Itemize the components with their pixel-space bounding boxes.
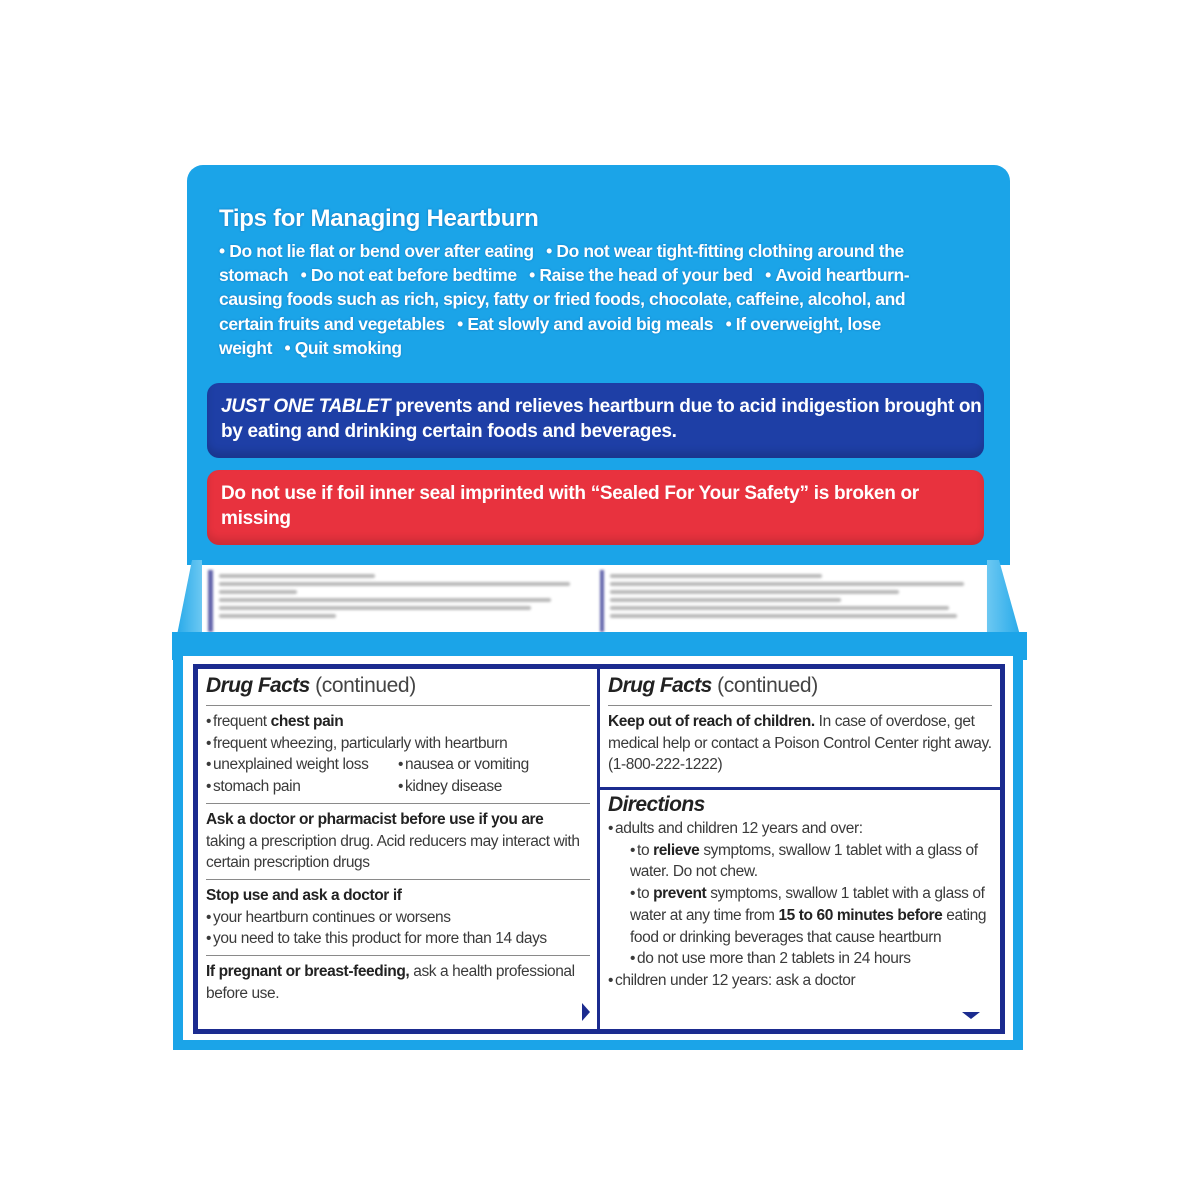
drug-facts-heading bbox=[206, 673, 590, 699]
banner-text: prevents and relieves heartburn due to acid indigestion brought on by eating and drinking certain foods and beverages. bbox=[221, 396, 982, 442]
drug-facts-left-panel bbox=[193, 664, 601, 1034]
symptoms-list bbox=[206, 706, 590, 803]
directions-children: • children under 12 years: ask a doctor bbox=[608, 970, 992, 992]
drug-facts-continued: (continued) bbox=[315, 674, 416, 697]
tip-item: • Quit smoking bbox=[284, 338, 401, 358]
symptom-row bbox=[206, 776, 590, 798]
keep-out-text: In case of overdose, get medical help or contact a Poison Control Center right away. (1-800-222-1222) bbox=[608, 713, 992, 774]
symptom-item: • unexplained weight loss bbox=[206, 754, 398, 776]
directions-title: Directions bbox=[608, 793, 705, 816]
pregnancy-text: ask a health professional before use. bbox=[206, 963, 575, 1002]
symptom-item: • frequent wheezing, particularly with heartburn bbox=[206, 733, 590, 755]
stop-use-item: • you need to take this product for more than 14 days bbox=[206, 928, 590, 950]
seal-warning-text: Do not use if foil inner seal imprinted with “Sealed For Your Safety” is broken or missing bbox=[221, 483, 919, 529]
blurred-label-left bbox=[208, 570, 603, 632]
directions-prevent: • to prevent symptoms, swallow 1 tablet with a glass of water at any time from 15 to 60 minutes before eating food or drinking beverages that cause heartburn bbox=[608, 883, 992, 948]
seal-warning-banner bbox=[207, 470, 984, 545]
tip-item: • Raise the head of your bed bbox=[529, 265, 752, 285]
tip-item: • Do not lie flat or bend over after eating bbox=[219, 241, 534, 261]
continue-arrow-right-icon bbox=[582, 1003, 590, 1021]
directions-panel bbox=[597, 787, 1005, 1034]
tips-section bbox=[219, 205, 919, 360]
right-panel-content bbox=[608, 669, 992, 781]
drug-facts-title: Drug Facts bbox=[608, 674, 712, 697]
package-top-flap bbox=[187, 165, 1010, 565]
front-panel-inner bbox=[183, 656, 1013, 1040]
tip-item: • Avoid heartburn-causing foods such as rich, spicy, fatty or fried foods, chocolate, caffeine, alcohol, and certain fruits and vegetables bbox=[219, 265, 909, 333]
ask-doctor-section bbox=[206, 804, 590, 879]
directions-content bbox=[608, 790, 992, 992]
blurred-label-right bbox=[600, 570, 994, 632]
stop-use-item: • your heartburn continues or worsens bbox=[206, 907, 590, 929]
directions-heading bbox=[608, 792, 992, 818]
tip-item: • Do not wear tight-fitting clothing around the stomach bbox=[219, 241, 904, 285]
tips-title: Tips for Managing Heartburn bbox=[219, 205, 539, 232]
ask-doctor-text: taking a prescription drug. Acid reducers may interact with certain prescription drugs bbox=[206, 832, 580, 872]
package-tray-reflection bbox=[172, 560, 1027, 660]
keep-out-section bbox=[608, 706, 992, 781]
pregnancy-heading: If pregnant or breast-feeding, bbox=[206, 963, 410, 981]
directions-limit: • do not use more than 2 tablets in 24 hours bbox=[608, 948, 992, 970]
drug-facts-continued: (continued) bbox=[717, 674, 818, 697]
drug-facts-heading bbox=[608, 673, 992, 699]
continue-arrow-down-icon bbox=[962, 1012, 980, 1019]
tip-item: • Do not eat before bedtime bbox=[301, 265, 517, 285]
symptom-item: • frequent chest pain bbox=[206, 711, 590, 733]
just-one-tablet-banner bbox=[207, 383, 984, 458]
banner-emphasis: JUST ONE TABLET bbox=[221, 396, 391, 417]
symptom-row bbox=[206, 754, 590, 776]
stop-use-heading: Stop use and ask a doctor if bbox=[206, 886, 402, 904]
directions-relieve: • to relieve symptoms, swallow 1 tablet with a glass of water. Do not chew. bbox=[608, 840, 992, 883]
pregnancy-section bbox=[206, 956, 590, 1009]
drug-facts-right-panel bbox=[597, 664, 1005, 792]
ask-doctor-heading: Ask a doctor or pharmacist before use if you are bbox=[206, 810, 544, 828]
symptom-item: • nausea or vomiting bbox=[398, 754, 590, 776]
tips-list bbox=[219, 239, 919, 360]
directions-adults: • adults and children 12 years and over: bbox=[608, 818, 992, 840]
tip-item: • If overweight, lose weight bbox=[219, 314, 881, 358]
package-front-panel bbox=[173, 648, 1023, 1050]
keep-out-heading: Keep out of reach of children. bbox=[608, 713, 815, 730]
stop-use-section bbox=[206, 880, 590, 955]
symptom-item: • kidney disease bbox=[398, 776, 590, 798]
drug-facts-title: Drug Facts bbox=[206, 674, 310, 697]
tip-item: • Eat slowly and avoid big meals bbox=[457, 314, 713, 334]
left-panel-content bbox=[206, 669, 590, 1009]
symptom-item: • stomach pain bbox=[206, 776, 398, 798]
